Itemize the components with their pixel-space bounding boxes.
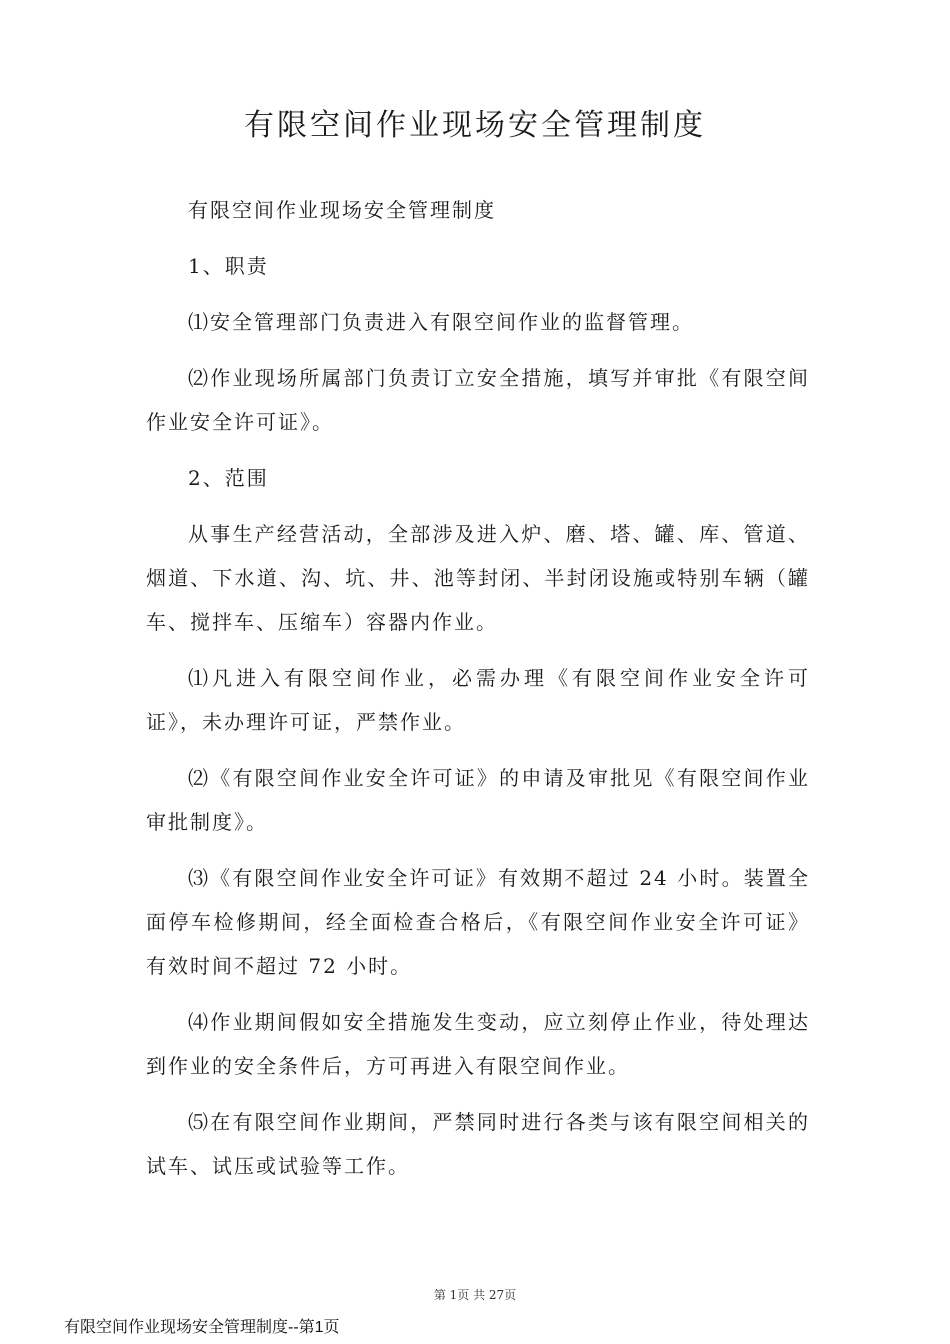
paragraph: ⑴安全管理部门负责进入有限空间作业的监督管理。 xyxy=(188,310,694,334)
paragraph: ⑸在有限空间作业期间，严禁同时进行各类与该有限空间相关的试车、试压或试验等工作。 xyxy=(146,1110,810,1178)
paragraph-subtitle: 有限空间作业现场安全管理制度 xyxy=(188,198,496,222)
document-body xyxy=(146,188,810,1200)
section-heading-scope: 2、范围 xyxy=(188,466,269,490)
paragraph: ⑵《有限空间作业安全许可证》的申请及审批见《有限空间作业审批制度》。 xyxy=(146,766,810,834)
section-heading-duties: 1、职责 xyxy=(188,254,269,278)
paragraph: ⑴凡进入有限空间作业，必需办理《有限空间作业安全许可证》，未办理许可证，严禁作业。 xyxy=(146,666,810,734)
paragraph: 从事生产经营活动，全部涉及进入炉、磨、塔、罐、库、管道、烟道、下水道、沟、坑、井、池等封闭、半封闭设施或特别车辆（罐车、搅拌车、压缩车）容器内作业。 xyxy=(146,522,810,634)
footer-caption: 有限空间作业现场安全管理制度--第1页 xyxy=(64,1319,340,1336)
paragraph: ⑷作业期间假如安全措施发生变动，应立刻停止作业，待处理达到作业的安全条件后，方可再进入有限空间作业。 xyxy=(146,1010,810,1078)
paragraph: ⑶《有限空间作业安全许可证》有效期不超过 24 小时。装置全面停车检修期间，经全面检查合格后，《有限空间作业安全许可证》有效时间不超过 72 小时。 xyxy=(146,866,810,978)
document-title: 有限空间作业现场安全管理制度 xyxy=(244,108,706,143)
page-indicator: 第 1页 共 27页 xyxy=(433,1288,517,1302)
paragraph: ⑵作业现场所属部门负责订立安全措施，填写并审批《有限空间作业安全许可证》。 xyxy=(146,366,810,434)
